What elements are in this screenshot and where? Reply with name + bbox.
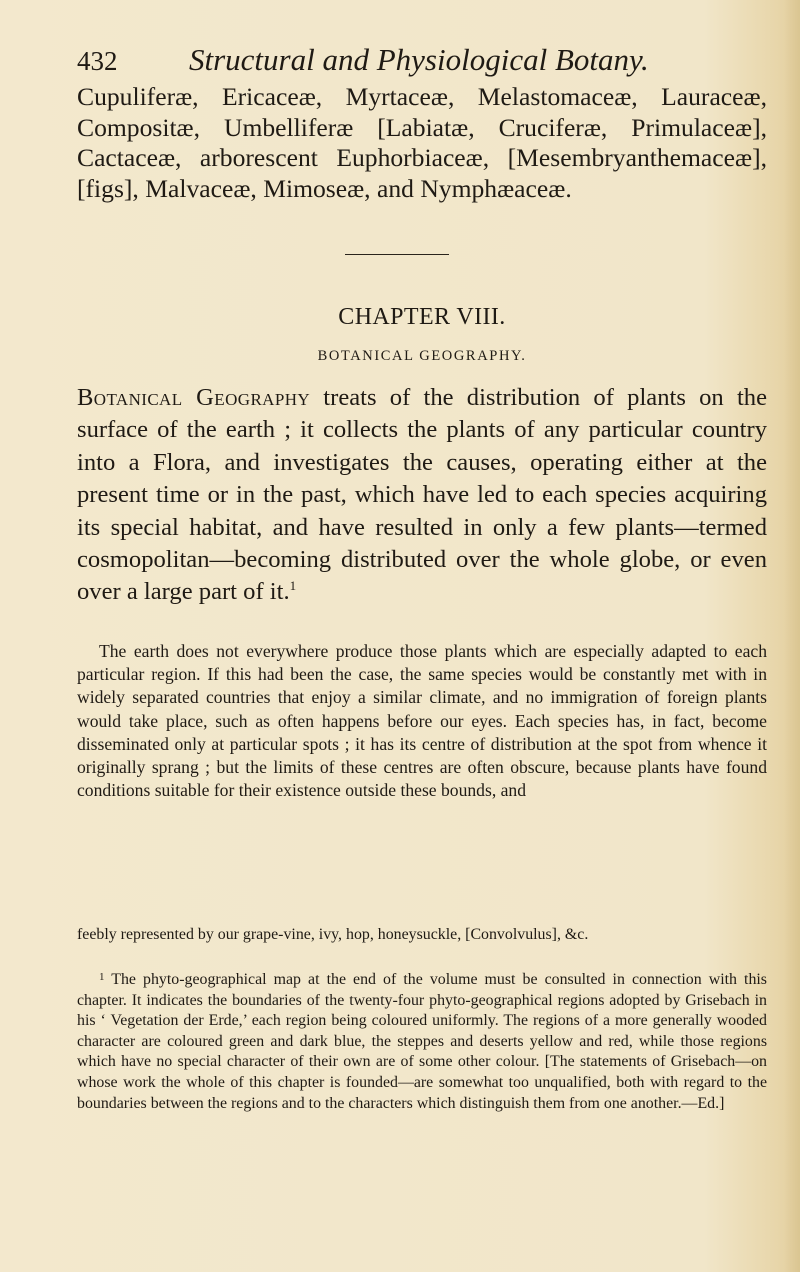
body-paragraph: The earth does not everywhere produce those plants which are especially adapted to each particular region. If this had been the case, the same species would be constantly met with in widely separated countries that enjoy a similar climate, and no immigration of foreign plants would take place, such as often happens before our eyes. Each species has, in fact, become disseminated only at particular spots ; it has its centre of distribution at the spot from whence it originally sprang ; but the limits of these centres are often obscure, because plants have found conditions suitable for their existence outside these bounds, and <box>77 641 767 801</box>
page-number: 432 <box>77 46 118 76</box>
top-paragraph: Cupuliferæ, Ericaceæ, Myrtaceæ, Melastomaceæ, Lauraceæ, Compositæ, Umbelliferæ [Labiatæ, Cruciferæ, Primulaceæ], Cactaceæ, arborescent Euphorbiaceæ, [Mesembryanthemaceæ], [figs], Malvaceæ, Mimoseæ, and Nymphæaceæ. <box>77 82 767 203</box>
chapter-subtitle: BOTANICAL GEOGRAPHY. <box>317 348 527 364</box>
chapter-heading: CHAPTER VIII. <box>338 304 506 330</box>
intro-paragraph <box>77 382 767 609</box>
running-head-title: Structural and Physiological Botany. <box>189 42 649 77</box>
footnote <box>77 967 767 1114</box>
intro-lead-in: Botanical Geography <box>77 384 311 411</box>
running-head <box>77 40 777 80</box>
footnote-marker: 1 <box>99 971 105 983</box>
footnote-text: The phyto-geographical map at the end of the volume must be consulted in connection with this chapter. It indicates the boundaries of the twenty-four phyto-geographical regions adopted by Grisebach in his ‘ Vegetation der Erde,’ each region being coloured uniformly. The regions of a more generally wooded character are coloured green and dark blue, the steppes and deserts yellow and red, while those regions which have no special character of their own are of some other colour. [The statements of Grisebach—on whose work the whole of this chapter is founded—are somewhat too unqualified, both with regard to the boundaries between the regions and to the characters which distinguish them from one another.—Ed.] <box>77 971 767 1112</box>
intro-text: treats of the distribution of plants on the surface of the earth ; it collects the plants of any particular country into a Flora, and investigates the causes, operating either at the present time or in the past, which have led to each species acquiring its special habitat, and have resulted in only a few plants—termed cosmopolitan—becoming distributed over the whole globe, or even over a large part of it. <box>77 384 767 606</box>
footnote-reference: 1 <box>289 578 297 594</box>
section-divider <box>345 254 449 255</box>
page-edge-shadow <box>784 0 800 1272</box>
footnote-continuation: feebly represented by our grape-vine, ivy, hop, honeysuckle, [Convolvulus], &c. <box>77 926 589 943</box>
